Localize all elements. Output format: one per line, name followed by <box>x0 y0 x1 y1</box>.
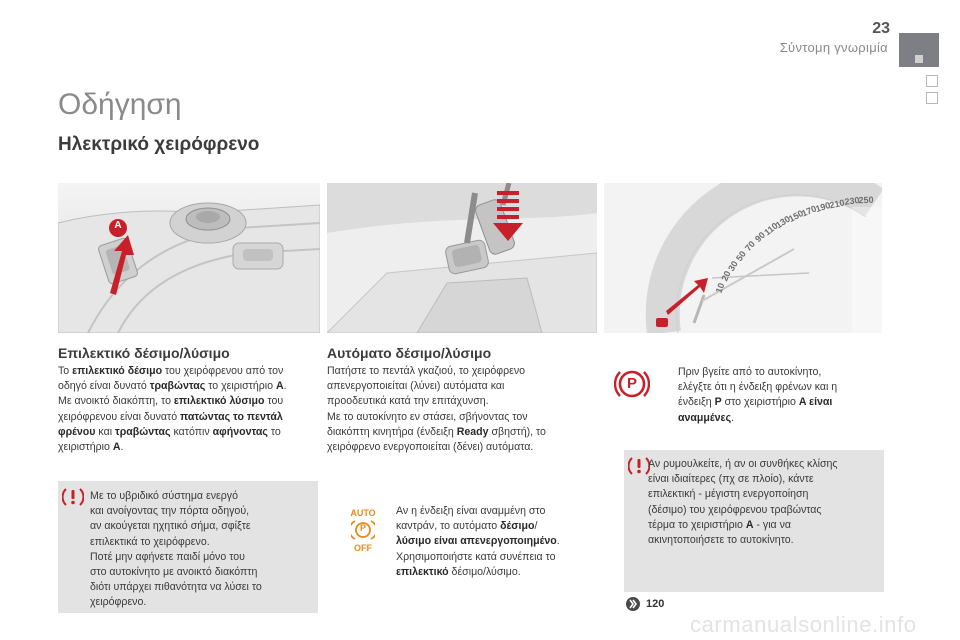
text-line: χειριστήριο A. <box>58 441 124 454</box>
page-title: Οδήγηση <box>58 88 182 121</box>
text-line: επιλεκτικό δέσιμο/λύσιμο. <box>396 565 521 578</box>
towing-warning-text <box>648 457 880 548</box>
text-line: καντράν, το αυτόματο δέσιμο/ <box>396 520 538 533</box>
text-line: χειρόφρενου είναι δυνατό πατώντας το πεντάλ <box>58 410 283 423</box>
selector-marker-label: A <box>114 220 122 231</box>
off-label: OFF <box>354 543 372 553</box>
cross-reference-arrow-icon[interactable] <box>626 597 640 611</box>
text-line: (δέσιμο) του χειρόφρενου τραβώντας <box>648 503 822 516</box>
text-line: είναι ιδιαίτερες (πχ σε πλοίο), κάντε <box>648 473 814 486</box>
section-title: Ηλεκτρικό χειρόφρενο <box>58 134 260 155</box>
text-line: λύσιμο είναι απενεργοποιημένο. <box>396 535 560 548</box>
text-line: φρένου και τραβώντας κατόπιν αφήνοντας το <box>58 425 281 438</box>
chapter-tab-marker <box>915 55 923 63</box>
parking-brake-icon <box>614 366 650 402</box>
pedals-illustration <box>327 183 597 333</box>
text-line: αναμμένες. <box>678 411 735 424</box>
selective-heading: Επιλεκτικό δέσιμο/λύσιμο <box>58 345 230 361</box>
watermark: carmanualsonline.info <box>690 612 917 637</box>
text-line: ακινητοποιήσετε το αυτοκίνητο. <box>648 534 794 547</box>
text-line: Αν η ένδειξη είναι αναμμένη στο <box>396 505 546 517</box>
text-line: διότι υπάρχει πιθανότητα να λύσει το <box>90 581 262 594</box>
auto-parking-off-icon <box>346 508 380 554</box>
auto-label: AUTO <box>350 508 376 518</box>
auto-p-letter: P <box>359 523 366 533</box>
text-line: οδηγό είναι δυνατό τραβώντας το χειριστήριο A. <box>58 380 287 393</box>
hybrid-warning-text <box>90 489 316 611</box>
text-line: χειρόφρενο ενεργοποιείται (δένει) αυτόματα. <box>327 441 534 454</box>
speedometer-illustration <box>604 183 882 333</box>
speed-scale-label: 90 <box>753 230 768 245</box>
automatic-text <box>327 364 592 455</box>
text-line: επιλεκτική - μέγιστη ενεργοποίηση <box>648 488 809 501</box>
speed-scale-label: 250 <box>858 195 875 206</box>
chapter-tab[interactable] <box>926 75 938 87</box>
text-line: αν ακούγεται ηχητικό σήμα, σφίξτε <box>90 520 251 533</box>
text-line: χειρόφρενο. <box>90 596 147 609</box>
before-exit-text <box>678 365 883 426</box>
speed-scale-label: 230 <box>843 195 860 208</box>
text-line: Πατήστε το πεντάλ γκαζιού, το χειρόφρενο <box>327 365 526 377</box>
text-line: Με ανοικτό διακόπτη, το επιλεκτικό λύσιμο του <box>58 395 284 408</box>
text-line: στο αυτοκίνητο με ανοικτό διακόπτη <box>90 566 258 579</box>
text-line: και ανοίγοντας την πόρτα οδηγού, <box>90 505 250 518</box>
text-line: προοδευτικά κατά την επιτάχυνση. <box>327 395 489 408</box>
speed-scale-label: 210 <box>828 197 846 211</box>
text-line: επιλεκτικά το χειρόφρενο. <box>90 535 210 548</box>
text-line: ένδειξη P στο χειριστήριο A είναι <box>678 396 833 409</box>
speed-scale-label: 150 <box>786 208 805 225</box>
warning-icon <box>62 486 84 508</box>
page-number: 23 <box>872 20 890 37</box>
speedometer-scale <box>604 183 882 333</box>
speed-scale-label: 130 <box>774 213 793 231</box>
text-line: διακόπτη κινητήρα (ένδειξη Ready σβηστή), το <box>327 425 546 438</box>
text-line: Με το υβριδικό σύστημα ενεργό <box>90 490 238 502</box>
chapter-tab[interactable] <box>926 92 938 104</box>
selective-text <box>58 364 320 455</box>
section-name: Σύντομη γνωριμία <box>779 40 888 55</box>
warning-icon <box>628 455 650 477</box>
text-line: Χρησιμοποιήστε κατά συνέπεια το <box>396 550 556 563</box>
text-line: Με το αυτοκίνητο εν στάσει, σβήνοντας τον <box>327 410 528 423</box>
speed-scale-label: 30 <box>725 258 740 273</box>
text-line: Αν ρυμουλκείτε, ή αν οι συνθήκες κλίσης <box>648 458 838 470</box>
text-line: Ποτέ μην αφήνετε παιδί μόνο του <box>90 550 245 563</box>
speed-scale-label: 170 <box>800 203 818 219</box>
speed-scale-label: 50 <box>733 248 748 263</box>
automatic-heading: Αυτόματο δέσιμο/λύσιμο <box>327 345 492 361</box>
console-illustration <box>58 183 320 333</box>
text-line: ελέγξτε ότι η ένδειξη φρένων και η <box>678 381 838 394</box>
text-line: απενεργοποιείται (λύνει) αυτόματα και <box>327 380 505 393</box>
auto-mode-text <box>396 504 596 580</box>
speed-scale-label: 70 <box>742 239 758 254</box>
speed-scale-label: 110 <box>762 220 781 238</box>
speed-scale-label: 190 <box>814 199 832 214</box>
parking-icon-letter: P <box>626 375 637 392</box>
text-line: τέρμα το χειριστήριο A - για να <box>648 518 792 531</box>
text-line: Πριν βγείτε από το αυτοκίνητο, <box>678 366 822 378</box>
text-line: Το επιλεκτικό δέσιμο του χειρόφρενου από τον <box>58 365 284 377</box>
speed-scale-label: 10 <box>713 281 727 295</box>
speed-scale-label: 20 <box>719 269 733 284</box>
chapter-tab-active[interactable] <box>899 33 939 67</box>
cross-reference-page[interactable]: 120 <box>646 598 665 610</box>
